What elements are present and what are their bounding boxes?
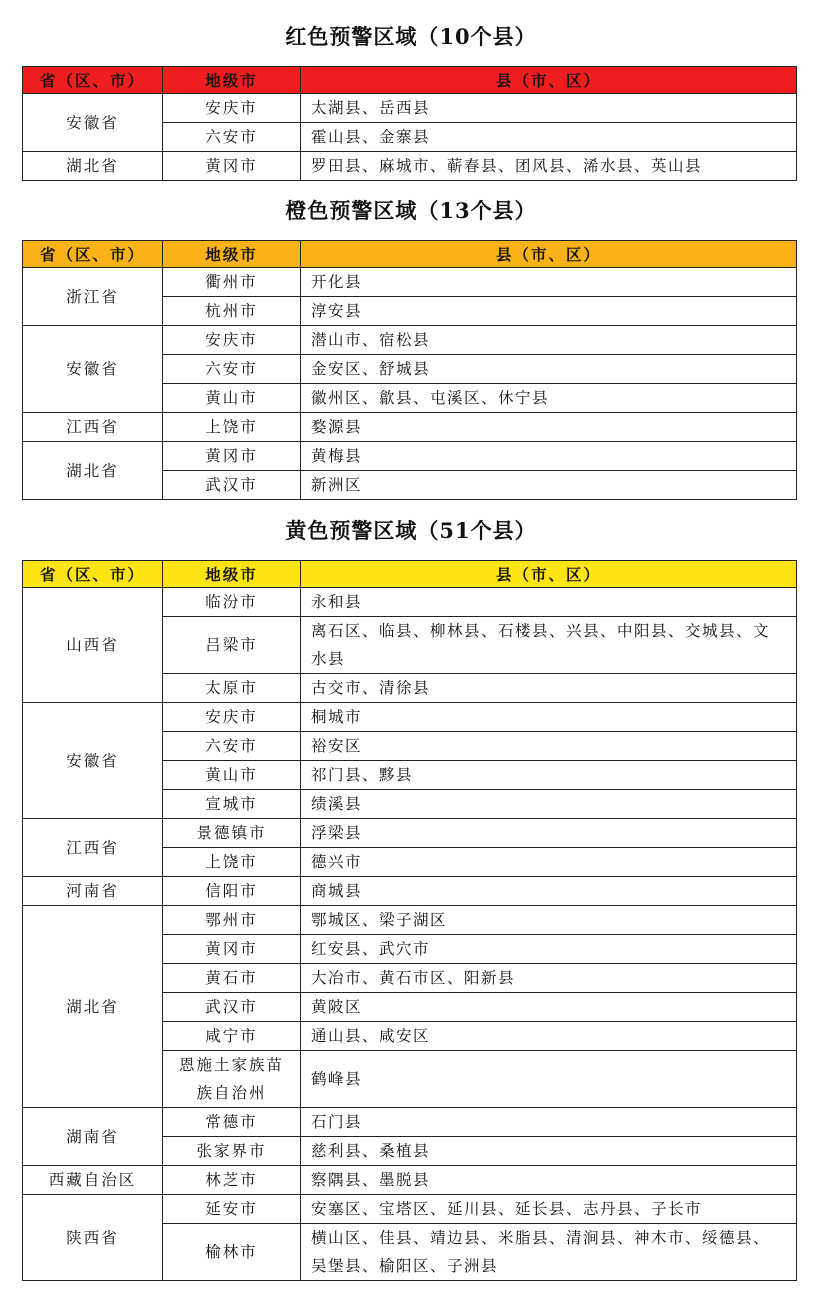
header-city: 地级市 [163, 241, 301, 268]
table-row [23, 703, 797, 732]
city-cell: 上饶市 [163, 413, 301, 442]
city-cell: 黄山市 [163, 761, 301, 790]
red-warning-table [22, 66, 797, 181]
county-cell: 鹤峰县 [301, 1051, 797, 1108]
city-cell: 太原市 [163, 674, 301, 703]
city-cell: 安庆市 [163, 703, 301, 732]
county-cell: 徽州区、歙县、屯溪区、休宁县 [301, 384, 797, 413]
province-cell: 浙江省 [23, 268, 163, 326]
table-row [23, 268, 797, 297]
yellow-warning-table [22, 560, 797, 1281]
city-cell: 恩施土家族苗族自治州 [163, 1051, 301, 1108]
county-cell: 石门县 [301, 1108, 797, 1137]
city-cell: 安庆市 [163, 94, 301, 123]
city-cell: 延安市 [163, 1195, 301, 1224]
city-cell: 临汾市 [163, 588, 301, 617]
city-cell: 吕梁市 [163, 617, 301, 674]
province-cell: 安徽省 [23, 326, 163, 413]
province-cell: 湖北省 [23, 152, 163, 181]
province-cell: 山西省 [23, 588, 163, 703]
province-cell: 陕西省 [23, 1195, 163, 1281]
county-cell: 新洲区 [301, 471, 797, 500]
county-cell: 淳安县 [301, 297, 797, 326]
county-cell: 金安区、舒城县 [301, 355, 797, 384]
county-cell: 裕安区 [301, 732, 797, 761]
city-cell: 六安市 [163, 732, 301, 761]
city-cell: 榆林市 [163, 1224, 301, 1281]
county-cell: 大冶市、黄石市区、阳新县 [301, 964, 797, 993]
province-cell: 湖北省 [23, 906, 163, 1108]
header-city: 地级市 [163, 67, 301, 94]
city-cell: 上饶市 [163, 848, 301, 877]
city-cell: 黄山市 [163, 384, 301, 413]
province-cell: 安徽省 [23, 703, 163, 819]
yellow-warning-title: 黄色预警区域（51个县） [285, 518, 537, 543]
red-warning-title: 红色预警区域（10个县） [285, 24, 537, 49]
county-cell: 潜山市、宿松县 [301, 326, 797, 355]
header-county: 县（市、区） [301, 561, 797, 588]
header-province: 省（区、市） [23, 67, 163, 94]
city-cell: 武汉市 [163, 471, 301, 500]
city-cell: 张家界市 [163, 1137, 301, 1166]
province-cell: 河南省 [23, 877, 163, 906]
orange-warning-table [22, 240, 797, 500]
city-cell: 常德市 [163, 1108, 301, 1137]
table-row [23, 588, 797, 617]
county-cell: 红安县、武穴市 [301, 935, 797, 964]
city-cell: 六安市 [163, 123, 301, 152]
province-cell: 江西省 [23, 413, 163, 442]
county-cell: 慈利县、桑植县 [301, 1137, 797, 1166]
table-header-row [23, 561, 797, 588]
table-row [23, 1166, 797, 1195]
table-row [23, 326, 797, 355]
city-cell: 鄂州市 [163, 906, 301, 935]
province-cell: 江西省 [23, 819, 163, 877]
city-cell: 安庆市 [163, 326, 301, 355]
county-cell: 安塞区、宝塔区、延川县、延长县、志丹县、子长市 [301, 1195, 797, 1224]
county-cell: 古交市、清徐县 [301, 674, 797, 703]
city-cell: 武汉市 [163, 993, 301, 1022]
county-cell: 桐城市 [301, 703, 797, 732]
county-cell: 离石区、临县、柳林县、石楼县、兴县、中阳县、交城县、文水县 [301, 617, 797, 674]
header-county: 县（市、区） [301, 67, 797, 94]
county-cell: 罗田县、麻城市、蕲春县、团风县、浠水县、英山县 [301, 152, 797, 181]
county-cell: 太湖县、岳西县 [301, 94, 797, 123]
city-cell: 衢州市 [163, 268, 301, 297]
city-cell: 黄冈市 [163, 152, 301, 181]
table-row [23, 906, 797, 935]
county-cell: 永和县 [301, 588, 797, 617]
province-cell: 安徽省 [23, 94, 163, 152]
county-cell: 察隅县、墨脱县 [301, 1166, 797, 1195]
province-cell: 西藏自治区 [23, 1166, 163, 1195]
table-row [23, 413, 797, 442]
table-row [23, 1108, 797, 1137]
city-cell: 黄石市 [163, 964, 301, 993]
header-county: 县（市、区） [301, 241, 797, 268]
county-cell: 霍山县、金寨县 [301, 123, 797, 152]
table-row [23, 94, 797, 123]
city-cell: 黄冈市 [163, 935, 301, 964]
orange-warning-title: 橙色预警区域（13个县） [285, 198, 537, 223]
county-cell: 商城县 [301, 877, 797, 906]
table-header-row [23, 241, 797, 268]
county-cell: 鄂城区、梁子湖区 [301, 906, 797, 935]
table-header-row [23, 67, 797, 94]
county-cell: 横山区、佳县、靖边县、米脂县、清涧县、神木市、绥德县、吴堡县、榆阳区、子洲县 [301, 1224, 797, 1281]
county-cell: 开化县 [301, 268, 797, 297]
county-cell: 黄陂区 [301, 993, 797, 1022]
city-cell: 咸宁市 [163, 1022, 301, 1051]
city-cell: 林芝市 [163, 1166, 301, 1195]
county-cell: 绩溪县 [301, 790, 797, 819]
county-cell: 德兴市 [301, 848, 797, 877]
table-row [23, 819, 797, 848]
county-cell: 祁门县、黟县 [301, 761, 797, 790]
city-cell: 黄冈市 [163, 442, 301, 471]
header-province: 省（区、市） [23, 241, 163, 268]
province-cell: 湖南省 [23, 1108, 163, 1166]
province-cell: 湖北省 [23, 442, 163, 500]
city-cell: 六安市 [163, 355, 301, 384]
table-row [23, 1195, 797, 1224]
header-province: 省（区、市） [23, 561, 163, 588]
county-cell: 婺源县 [301, 413, 797, 442]
city-cell: 景德镇市 [163, 819, 301, 848]
county-cell: 浮梁县 [301, 819, 797, 848]
county-cell: 通山县、咸安区 [301, 1022, 797, 1051]
county-cell: 黄梅县 [301, 442, 797, 471]
city-cell: 宣城市 [163, 790, 301, 819]
table-row [23, 152, 797, 181]
table-row [23, 442, 797, 471]
table-row [23, 877, 797, 906]
city-cell: 信阳市 [163, 877, 301, 906]
header-city: 地级市 [163, 561, 301, 588]
city-cell: 杭州市 [163, 297, 301, 326]
